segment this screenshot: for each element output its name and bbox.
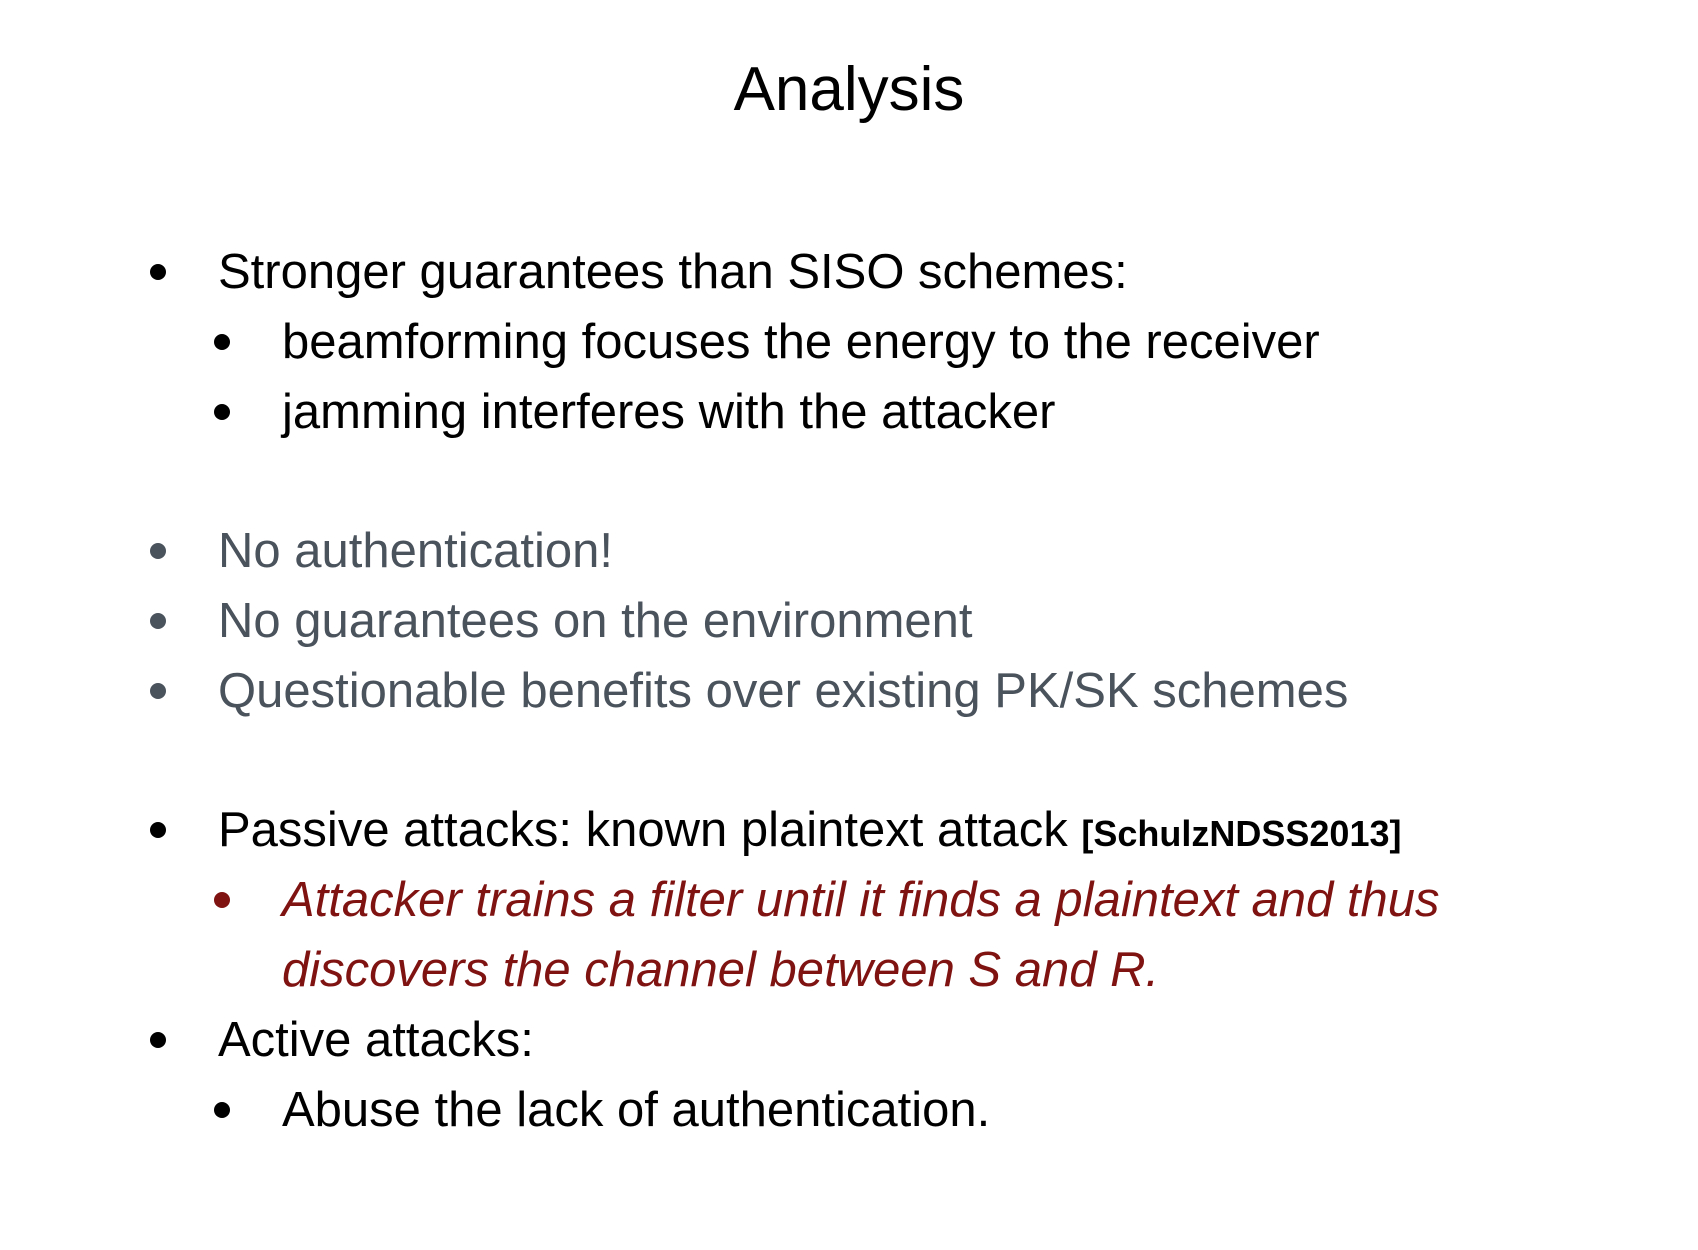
bullet-text-line2: discovers the channel between S and R. (282, 943, 1160, 997)
sub-bullet-attacker-trains-filter (282, 865, 1440, 935)
bullet-dot (150, 822, 166, 838)
sub-bullet-attacker-trains-filter-cont (282, 935, 1159, 1005)
bullet-active-attacks (218, 1005, 534, 1075)
sub-bullet-jamming (282, 377, 1055, 447)
bullet-dot (150, 683, 166, 699)
bullet-text: jamming interferes with the attacker (282, 385, 1056, 439)
bullet-text: Abuse the lack of authentication. (282, 1083, 991, 1137)
bullet-text: Stronger guarantees than SISO schemes: (218, 245, 1128, 299)
bullet-text: beamforming focuses the energy to the receiver (282, 315, 1320, 369)
bullet-text: No authentication! (218, 524, 613, 578)
bullet-dot (214, 334, 230, 350)
bullet-dot (150, 264, 166, 280)
sub-bullet-beamforming (282, 307, 1320, 377)
bullet-text: No guarantees on the environment (218, 594, 973, 648)
bullet-text: Active attacks: (218, 1013, 534, 1067)
bullet-text: Questionable benefits over existing PK/SK schemes (218, 664, 1349, 718)
citation: [SchulzNDSS2013] (1081, 813, 1402, 854)
bullet-text-line1: Attacker trains a filter until it finds a plaintext and thus (282, 873, 1440, 927)
bullet-no-authentication (218, 516, 613, 586)
bullet-stronger-guarantees (218, 237, 1128, 307)
bullet-dot (150, 613, 166, 629)
bullet-dot (150, 1032, 166, 1048)
bullet-dot (214, 892, 230, 908)
bullet-dot (150, 543, 166, 559)
bullet-dot (214, 404, 230, 420)
bullet-questionable-benefits (218, 656, 1348, 726)
bullet-passive-attacks (218, 795, 1401, 869)
bullet-dot (214, 1102, 230, 1118)
slide-title: Analysis (733, 55, 965, 124)
bullet-text: Passive attacks: known plaintext attack (218, 803, 1082, 857)
sub-bullet-abuse-authentication (282, 1075, 990, 1145)
bullet-no-guarantees-environment (218, 586, 973, 656)
